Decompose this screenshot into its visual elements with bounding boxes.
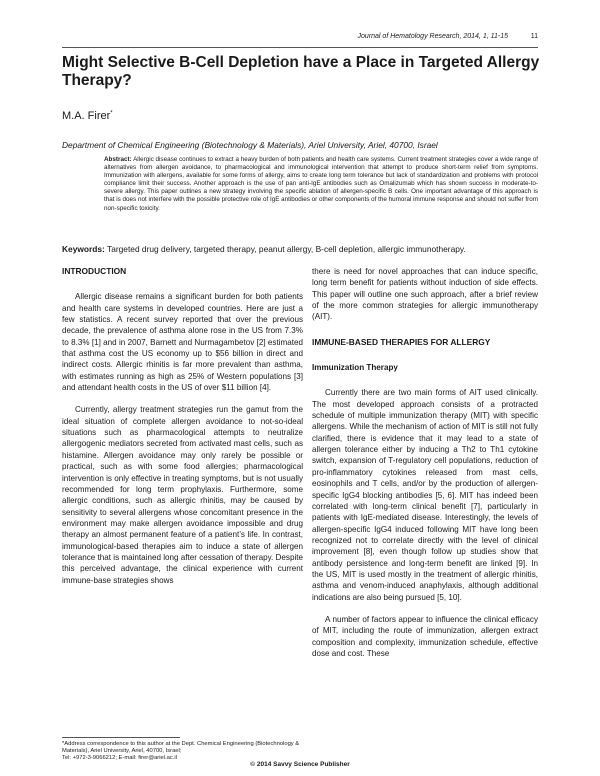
abstract-label: Abstract: — [104, 156, 132, 163]
affiliation: Department of Chemical Engineering (Biotechnology & Materials), Ariel University, Ariel, 40700, Israel — [62, 140, 438, 150]
left-column — [62, 266, 303, 586]
subsection-heading-immunization: Immunization Therapy — [312, 363, 398, 373]
abstract — [104, 156, 538, 213]
paragraph: A number of factors appear to influence the clinical efficacy of MIT, including the route of immunization, allergen extract composition and complexity, immunization schedule, effective dose and cost. These — [312, 614, 538, 658]
header-rule — [62, 47, 538, 48]
section-heading-introduction: INTRODUCTION — [62, 266, 127, 276]
page-number: 11 — [530, 33, 538, 40]
paragraph: Currently, allergy treatment strategies run the gamut from the ideal situation of complete allergen avoidance to not-so-ideal situations such as pharmacological attempts to neutralize allergogenic mediators secreted from activated mast cells, such as histamine. Allergen avoidance may only rarely be possible or practical, such as with some food allergies; pharmacological intervention is only effective in treating symptoms, but is not usually recommended for long term prophylaxis. Furthermore, some allergic conditions, such as allergic rhinitis, may be caused by sensitivity to several allergens whose concomitant presence in the environment may make allergen avoidance impossible and drug therapy an almost permanent feature of a patient’s life. In contrast, immunological-based therapies aim to induce a state of allergen tolerance that is maintained long after cessation of therapy. Despite this perceived advantage, the clinical experience with current immune-base strategies shows — [62, 405, 304, 585]
footnote-line: *Address correspondence to this author at the Dept. Chemical Engineering (Biotechnology & Materials), Ariel University, Ariel, 40700, Israel; — [62, 741, 300, 754]
footnote-line: Tel: +972-3-9066212; E-mail: firer@ariel.ac.il — [62, 755, 177, 761]
author-line — [62, 110, 113, 122]
keywords — [62, 244, 560, 254]
correspondence-footnote — [62, 741, 308, 762]
keywords-text: Targeted drug delivery, targeted therapy, peanut allergy, B-cell depletion, allergic immunotherapy. — [107, 244, 466, 254]
right-column — [312, 266, 538, 659]
publisher-footer: © 2014 Savvy Science Publisher — [250, 761, 350, 768]
paragraph: Allergic disease remains a significant burden for both patients and health care systems in developed countries. Here are just a few statistics. A recent survey reported that over the previous decade, the prevalence of asthma alone rose in the US from 7.3% to 8.3% [1] and in 2007, Barnett and Nurmagambetov [2] estimated that asthma cost the US economy up to $56 billion in direct and indirect costs. Allergic rhinitis is far more prevalent than asthma, with estimates running as high as 25% of Western populations [3] and attendant health costs in the US of over $11 billion [4]. — [62, 292, 303, 393]
abstract-text: Allergic disease continues to extract a heavy burden of both patients and health care systems. Current treatment strategies cover a wide range of alternatives from allergen avoidance, to pharmacological and immunological intervention that attempt to produce short-term relief from symptoms. Immunization with allergens, available for some forms of allergy, aims to create long term tolerance but lack of standardization and problems with protocol compliance limit their success. Another approach is the use of pan anti-IgE antibodies such as Omalizumab which has shown success in moderate-to-severe allergy. This paper outlines a new strategy involving the specific ablation of allergen-specific B cells. One important advantage of this approach is that is does not interfere with the possible protective role of IgE antibodies or other components of the humoral immune response and should not suffer from non-specific toxicity. — [104, 156, 538, 212]
author-name: M.A. Firer — [62, 110, 111, 122]
section-heading-immune-therapies: IMMUNE-BASED THERAPIES FOR ALLERGY — [312, 336, 491, 347]
footnote-rule — [62, 737, 180, 738]
running-header — [62, 33, 538, 47]
paragraph: Currently there are two main forms of AIT used clinically. The most developed approach consists of a protracted schedule of multiple immunization therapy (MIT) with specific allergens. While the mechanism of action of MIT is still not fully clarified, there is evidence that it may lead to a state of allergen tolerance either by inducing a Th2 to Th1 cytokine switch, expansion of T-regulatory cell populations, reduction of pro-inflammatory cytokines released from mast cells, eosinophils and T cells, and/or by the production of allergen-specific IgG4 blocking antibodies [5, 6]. MIT has indeed been correlated with long-term clinical benefit [7], particularly in patients with IgE-mediated disease. Interestingly, the levels of allergen-specific IgG4 induced following MIT have long been recognized not to correlate directly with the level of clinical improvement [8], even though follow up studies show that antibody persistence and long-term benefit are linked [9]. In the US, MIT is used mostly in the treatment of allergic rhinitis, asthma and venom-induced anaphylaxis, although additional indications are also being pursued [5, 10]. — [312, 388, 538, 602]
keywords-label: Keywords: — [62, 244, 105, 254]
author-mark: * — [110, 110, 113, 117]
paper-title: Might Selective B-Cell Depletion have a Place in Targeted Allergy Therapy? — [62, 54, 540, 89]
journal-citation: Journal of Hematology Research, 2014, 1, 11-15 — [357, 33, 508, 40]
paragraph: there is need for novel approaches that can induce specific, long term benefit for patients without induction of side effects. This paper will outline one such approach, after a brief review of the more common strategies for allergic immunotherapy (AIT). — [312, 267, 538, 322]
